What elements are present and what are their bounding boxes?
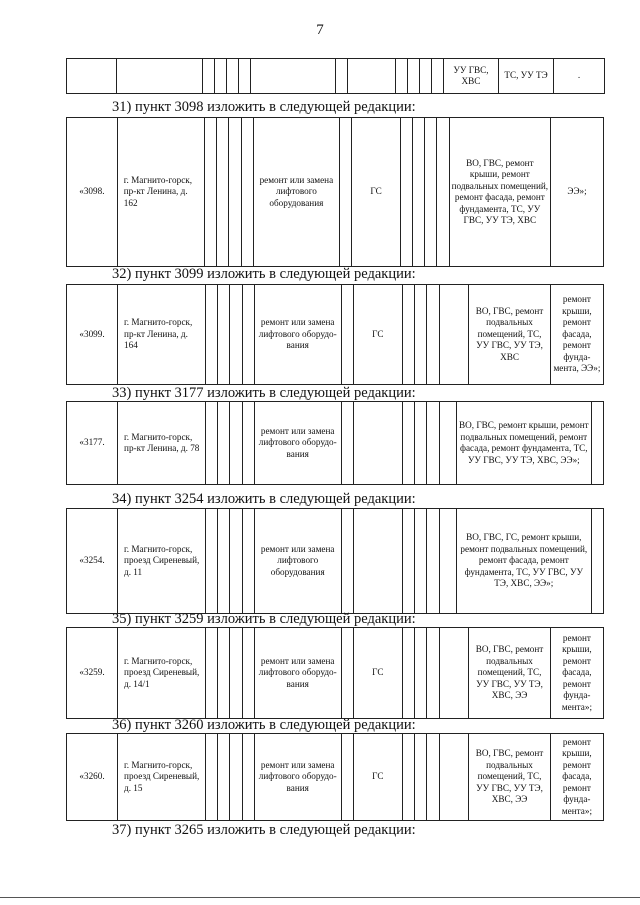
empty-cell xyxy=(241,118,253,267)
empty-cell xyxy=(427,628,439,719)
address-cell: г. Магнито-горск, пр-кт Ленина, д. 162 xyxy=(117,118,204,267)
empty-cell xyxy=(229,118,241,267)
empty-cell xyxy=(402,734,414,821)
work-type-cell: ремонт или замена лифтового оборудо-вания xyxy=(254,628,341,719)
gs-cell: ГС xyxy=(353,734,402,821)
section-table xyxy=(66,733,604,821)
empty-cell xyxy=(340,118,352,267)
extra-cell: ремонт крыши, ремонт фасада, ремонт фунда-мента»; xyxy=(550,734,603,821)
empty-cell xyxy=(242,285,254,385)
empty-cell xyxy=(415,734,427,821)
empty-cell xyxy=(242,734,254,821)
empty-cell xyxy=(205,628,217,719)
empty-cell xyxy=(230,402,242,485)
section-heading: 32) пункт 3099 изложить в следующей редакции: xyxy=(112,266,416,282)
empty-cell xyxy=(205,118,217,267)
empty-cell xyxy=(242,628,254,719)
empty-cell xyxy=(341,734,353,821)
empty-cell xyxy=(218,628,230,719)
gs-cell xyxy=(353,402,402,485)
work-type-cell: ремонт или замена лифтового оборудо-вания xyxy=(254,285,341,385)
empty-cell xyxy=(415,285,427,385)
empty-cell xyxy=(402,402,414,485)
extra-cell: ТС, УУ ТЭ xyxy=(499,59,554,94)
address-cell: г. Магнито-горск, проезд Сиреневый, д. 11 xyxy=(118,509,206,614)
row-number: «3098. xyxy=(67,118,118,267)
empty-cell xyxy=(230,734,242,821)
section-heading: 36) пункт 3260 изложить в следующей редакции: xyxy=(112,717,416,733)
empty-cell xyxy=(230,285,242,385)
section-table xyxy=(66,627,604,719)
empty-cell xyxy=(439,285,469,385)
gs-cell xyxy=(353,509,402,614)
section-table xyxy=(66,401,604,485)
extra-cell: ремонт крыши, ремонт фасада, ремонт фунда-мента, ЭЭ»; xyxy=(550,285,603,385)
empty-cell xyxy=(205,285,217,385)
address-cell: г. Магнито-горск, пр-кт Ленина, д. 164 xyxy=(118,285,206,385)
work-type-cell: ремонт или замена лифтового оборудования xyxy=(253,118,339,267)
empty-cell xyxy=(427,509,439,614)
empty-cell xyxy=(402,628,414,719)
table-fragment-top xyxy=(66,58,605,94)
row-number: «3260. xyxy=(67,734,118,821)
empty-cell xyxy=(439,734,469,821)
works-cell: ВО, ГВС, ремонт подвальных помещений, ТС, УУ ГВС, УУ ТЭ, ХВС, ЭЭ xyxy=(469,734,551,821)
section-heading: 34) пункт 3254 изложить в следующей редакции: xyxy=(112,491,416,507)
tail-cell: . xyxy=(554,59,605,94)
empty-cell xyxy=(413,118,425,267)
empty-cell xyxy=(218,285,230,385)
gs-cell: ГС xyxy=(352,118,401,267)
works-cell: ВО, ГВС, ремонт крыши, ремонт подвальных помещений, ремонт фасада, ремонт фундамента, ТС, УУ ГВС, УУ ТЭ, ХВС xyxy=(449,118,551,267)
empty-cell xyxy=(439,628,469,719)
works-cell: ВО, ГВС, ремонт крыши, ремонт подвальных помещений, ремонт фасада, ремонт фундамента, ТС, УУ ГВС, УУ ТЭ, ХВС, ЭЭ»; xyxy=(456,402,591,485)
section-table xyxy=(66,117,604,267)
extra-cell xyxy=(591,402,603,485)
address-cell: г. Магнито-горск, проезд Сиреневый, д. 14/1 xyxy=(118,628,206,719)
empty-cell xyxy=(439,509,456,614)
empty-cell xyxy=(205,402,217,485)
row-number: «3099. xyxy=(67,285,118,385)
empty-cell xyxy=(439,402,456,485)
empty-cell xyxy=(218,734,230,821)
address-cell: г. Магнито-горск, проезд Сиреневый, д. 15 xyxy=(118,734,206,821)
row-number: «3177. xyxy=(67,402,118,485)
empty-cell xyxy=(427,402,439,485)
empty-cell xyxy=(415,402,427,485)
empty-cell xyxy=(341,509,353,614)
extra-cell: ЭЭ»; xyxy=(551,118,604,267)
empty-cell xyxy=(242,509,254,614)
empty-cell xyxy=(415,509,427,614)
section-heading: 33) пункт 3177 изложить в следующей редакции: xyxy=(112,385,416,401)
address-cell: г. Магнито-горск, пр-кт Ленина, д. 78 xyxy=(118,402,206,485)
empty-cell xyxy=(218,402,230,485)
empty-cell xyxy=(341,628,353,719)
empty-cell xyxy=(230,509,242,614)
section-table xyxy=(66,508,604,614)
section-heading: 31) пункт 3098 изложить в следующей редакции: xyxy=(112,99,416,115)
works-cell: ВО, ГВС, ремонт подвальных помещений, ТС, УУ ГВС, УУ ТЭ, ХВС, ЭЭ xyxy=(469,628,551,719)
page-number: 7 xyxy=(316,22,324,38)
empty-cell xyxy=(341,402,353,485)
empty-cell xyxy=(437,118,449,267)
empty-cell xyxy=(425,118,437,267)
section-heading: 35) пункт 3259 изложить в следующей редакции: xyxy=(112,611,416,627)
row-number: «3254. xyxy=(67,509,118,614)
empty-cell xyxy=(415,628,427,719)
work-type-cell: ремонт или замена лифтового оборудо-вания xyxy=(254,402,341,485)
works-cell: УУ ГВС, ХВС xyxy=(444,59,499,94)
empty-cell xyxy=(218,509,230,614)
empty-cell xyxy=(205,509,217,614)
empty-cell xyxy=(402,285,414,385)
empty-cell xyxy=(242,402,254,485)
empty-cell xyxy=(217,118,229,267)
work-type-cell: ремонт или замена лифтового оборудо-вания xyxy=(254,734,341,821)
gs-cell: ГС xyxy=(353,285,402,385)
empty-cell xyxy=(205,734,217,821)
section-table xyxy=(66,284,604,385)
row-number: «3259. xyxy=(67,628,118,719)
extra-cell xyxy=(591,509,603,614)
works-cell: ВО, ГВС, ремонт подвальных помещений, ТС, УУ ГВС, УУ ТЭ, ХВС xyxy=(469,285,551,385)
empty-cell xyxy=(427,734,439,821)
empty-cell xyxy=(427,285,439,385)
empty-cell xyxy=(400,118,412,267)
empty-cell xyxy=(341,285,353,385)
work-type-cell: ремонт или замена лифтового оборудования xyxy=(254,509,341,614)
empty-cell xyxy=(402,509,414,614)
extra-cell: ремонт крыши, ремонт фасада, ремонт фунда-мента»; xyxy=(550,628,603,719)
empty-cell xyxy=(230,628,242,719)
section-heading: 37) пункт 3265 изложить в следующей редакции: xyxy=(112,822,416,838)
page-bottom-rule xyxy=(0,897,640,898)
gs-cell: ГС xyxy=(353,628,402,719)
works-cell: ВО, ГВС, ГС, ремонт крыши, ремонт подвальных помещений, ремонт фасада, ремонт фундамента, ТС, УУ ГВС, УУ ТЭ, ХВС, ЭЭ»; xyxy=(456,509,591,614)
